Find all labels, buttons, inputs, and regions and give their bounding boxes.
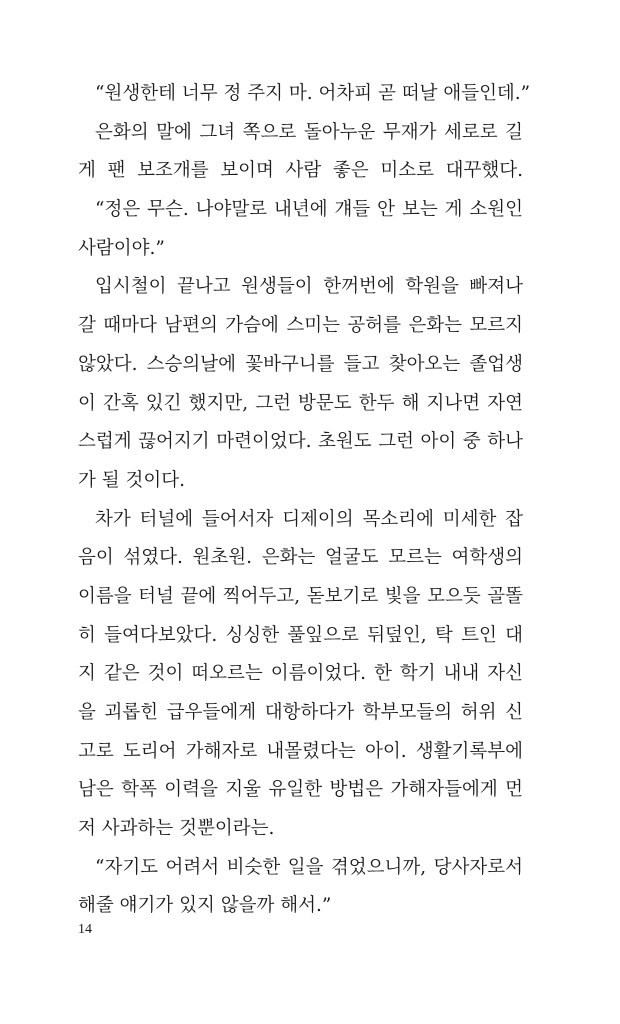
text-line: 남은 학폭 이력을 지울 유일한 방법은 가해자들에게 먼 xyxy=(78,779,523,801)
text-line: 않았다. 스승의날에 꽃바구니를 들고 찾아오는 졸업생 xyxy=(78,353,523,375)
text-line: “정은 무슨. 나야말로 내년에 걔들 안 보는 게 소원인 xyxy=(95,199,523,221)
text-line: 은화의 말에 그녀 쪽으로 돌아누운 무재가 세로로 길 xyxy=(95,121,523,143)
text-line: 해줄 얘기가 있지 않을까 해서.” xyxy=(78,895,332,917)
text-line: 음이 섞였다. 원초원. 은화는 얼굴도 모르는 여학생의 xyxy=(78,547,523,569)
text-line: 사람이야.” xyxy=(78,237,165,259)
page-number: 14 xyxy=(78,922,92,937)
text-line: 차가 터널에 들어서자 디제이의 목소리에 미세한 잡 xyxy=(95,508,523,530)
text-line: “자기도 어려서 비슷한 일을 겪었으니까, 당사자로서 xyxy=(95,856,523,878)
text-line: 을 괴롭힌 급우들에게 대항하다가 학부모들의 허위 신 xyxy=(78,702,523,723)
text-line: 고로 도리어 가해자로 내몰렸다는 아이. 생활기록부에 xyxy=(78,740,523,762)
text-line: 저 사과하는 것뿐이라는. xyxy=(78,818,275,840)
text-line: 지 같은 것이 떠오르는 이름이었다. 한 학기 내내 자신 xyxy=(78,663,523,685)
text-line: 가 될 것이다. xyxy=(78,469,185,491)
book-page-text xyxy=(78,75,531,926)
text-line: “원생한테 너무 정 주지 마. 어차피 곧 떠날 애들인데.” xyxy=(95,83,531,104)
text-line: 이름을 터널 끝에 찍어두고, 돋보기로 빛을 모으듯 골똘 xyxy=(78,585,523,607)
text-line: 게 팬 보조개를 보이며 사람 좋은 미소로 대꾸했다. xyxy=(78,160,523,182)
text-line: 이 간혹 있긴 했지만, 그런 방문도 한두 해 지나면 자연 xyxy=(78,392,523,414)
text-line: 스럽게 끊어지기 마련이었다. 초원도 그런 아이 중 하나 xyxy=(78,431,523,453)
text-line: 입시철이 끝나고 원생들이 한꺼번에 학원을 빠져나 xyxy=(95,276,523,298)
text-line: 갈 때마다 남편의 가슴에 스미는 공허를 은화는 모르지 xyxy=(78,315,523,337)
text-line: 히 들여다보았다. 싱싱한 풀잎으로 뒤덮인, 탁 트인 대 xyxy=(78,624,523,646)
